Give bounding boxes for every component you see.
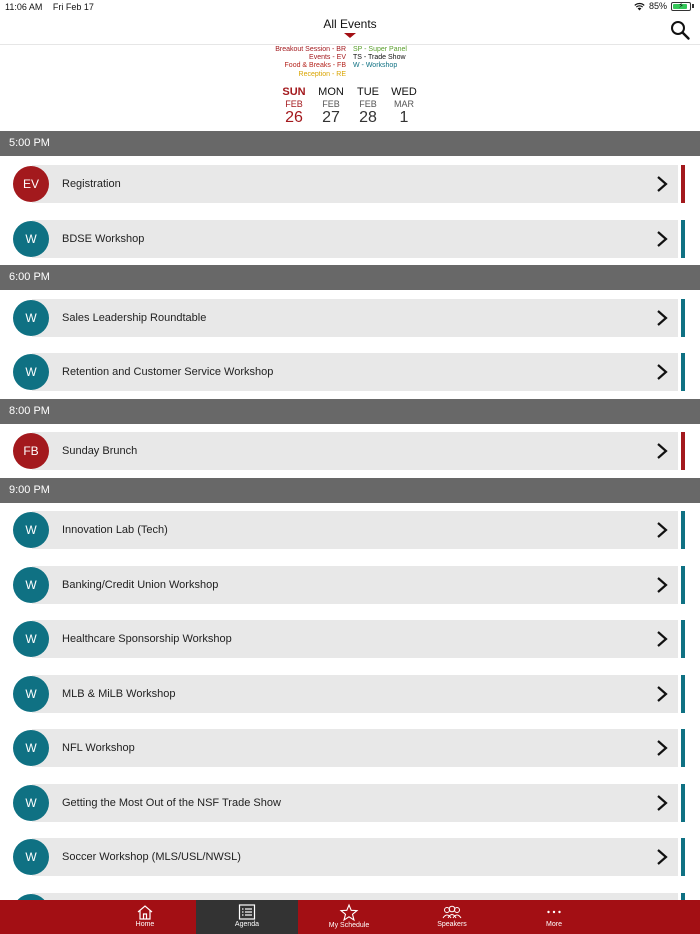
event-type-badge: W xyxy=(13,512,49,548)
legend-item-super-panel: SP - Super Panel xyxy=(353,46,407,53)
event-row[interactable] xyxy=(0,165,700,203)
tab-label: My Schedule xyxy=(328,922,370,929)
tab-label: Agenda xyxy=(234,921,260,928)
event-row[interactable] xyxy=(0,784,700,822)
legend-item-breakout: Breakout Session - BR xyxy=(275,46,346,53)
event-type-badge: W xyxy=(13,839,49,875)
event-row[interactable] xyxy=(0,675,700,713)
date-tab-wed[interactable] xyxy=(386,86,422,127)
event-type-stripe xyxy=(681,784,685,822)
status-date: Fri Feb 17 xyxy=(52,2,94,12)
event-name: Innovation Lab (Tech) xyxy=(62,524,168,536)
date-tab-tue[interactable] xyxy=(350,86,386,127)
page-title: All Events xyxy=(323,17,377,31)
event-name: Sunday Brunch xyxy=(62,445,138,457)
tab-home[interactable] xyxy=(94,900,196,934)
star-icon xyxy=(340,904,358,921)
chevron-right-icon xyxy=(655,364,669,380)
chevron-right-icon xyxy=(655,231,669,247)
event-type-stripe xyxy=(681,299,685,337)
legend-item-workshop: W - Workshop xyxy=(353,62,398,70)
event-row[interactable] xyxy=(0,511,700,549)
chevron-right-icon xyxy=(655,849,669,865)
event-row[interactable] xyxy=(0,220,700,258)
event-type-stripe xyxy=(681,165,685,203)
event-name: BDSE Workshop xyxy=(62,233,145,245)
schedule-list[interactable] xyxy=(0,131,700,899)
event-type-badge: W xyxy=(13,354,49,390)
event-type-stripe xyxy=(681,511,685,549)
time-header: 9:00 PM xyxy=(0,478,700,503)
event-type-stripe xyxy=(681,729,685,767)
event-name: Retention and Customer Service Workshop xyxy=(62,366,274,378)
event-type-stripe xyxy=(681,838,685,876)
date-day: 28 xyxy=(359,109,377,126)
event-row[interactable] xyxy=(0,566,700,604)
chevron-down-icon xyxy=(344,33,356,38)
search-button[interactable] xyxy=(670,20,690,40)
bottom-tab-bar xyxy=(0,900,700,934)
tab-speakers[interactable] xyxy=(401,900,503,934)
event-type-stripe xyxy=(681,675,685,713)
time-header: 6:00 PM xyxy=(0,265,700,290)
event-type-badge: EV xyxy=(13,166,49,202)
legend-item-trade-show: TS - Trade Show xyxy=(353,54,406,62)
date-selector xyxy=(276,86,426,126)
chevron-right-icon xyxy=(655,310,669,326)
status-bar xyxy=(0,0,700,14)
date-month: MAR xyxy=(394,99,414,109)
chevron-right-icon xyxy=(655,176,669,192)
time-header: 8:00 PM xyxy=(0,399,700,424)
tab-label: More xyxy=(546,921,562,928)
speakers-icon xyxy=(442,904,462,920)
chevron-right-icon xyxy=(655,795,669,811)
event-name: Getting the Most Out of the NSF Trade Show xyxy=(62,797,281,809)
date-tab-sun[interactable] xyxy=(276,86,312,127)
tab-more[interactable] xyxy=(503,900,605,934)
legend-item-food: Food & Breaks - FB xyxy=(284,62,346,70)
event-type-stripe xyxy=(681,432,685,470)
event-name: Sales Leadership Roundtable xyxy=(62,312,207,324)
date-dow: WED xyxy=(391,86,417,98)
event-name: NFL Workshop xyxy=(62,742,135,754)
event-type-badge: FB xyxy=(13,433,49,469)
search-icon xyxy=(670,20,690,40)
event-type-badge: W xyxy=(13,567,49,603)
event-type-stripe xyxy=(681,620,685,658)
chevron-right-icon xyxy=(655,631,669,647)
event-type-badge: W xyxy=(13,300,49,336)
date-day: 27 xyxy=(322,109,340,126)
event-name: Registration xyxy=(62,178,121,190)
chevron-right-icon xyxy=(655,443,669,459)
event-type-badge: W xyxy=(13,676,49,712)
event-name: Healthcare Sponsorship Workshop xyxy=(62,633,232,645)
date-dow: MON xyxy=(318,86,344,98)
event-filter-dropdown[interactable] xyxy=(290,14,410,42)
legend-item-events: Events - EV xyxy=(309,54,346,62)
tab-label: Home xyxy=(135,921,155,928)
event-name: Banking/Credit Union Workshop xyxy=(62,579,219,591)
event-row[interactable] xyxy=(0,353,700,391)
chevron-right-icon xyxy=(655,522,669,538)
event-row[interactable] xyxy=(0,299,700,337)
chevron-right-icon xyxy=(655,686,669,702)
event-name: MLB & MiLB Workshop xyxy=(62,688,176,700)
event-row[interactable] xyxy=(0,729,700,767)
date-month: FEB xyxy=(322,99,340,109)
tab-agenda[interactable] xyxy=(196,900,298,934)
event-type-badge: W xyxy=(13,785,49,821)
date-dow: TUE xyxy=(357,86,379,98)
event-type-stripe xyxy=(681,220,685,258)
event-row[interactable] xyxy=(0,432,700,470)
status-time: 11:06 AM xyxy=(5,2,43,12)
event-type-stripe xyxy=(681,566,685,604)
title-bar xyxy=(0,14,700,45)
home-icon xyxy=(136,904,154,920)
more-icon xyxy=(545,904,563,920)
event-type-badge: W xyxy=(13,621,49,657)
event-name: Soccer Workshop (MLS/USL/NWSL) xyxy=(62,851,241,863)
date-day: 1 xyxy=(399,109,409,126)
time-header: 5:00 PM xyxy=(0,131,700,156)
event-row[interactable] xyxy=(0,620,700,658)
date-month: FEB xyxy=(359,99,377,109)
tab-my-schedule[interactable] xyxy=(298,900,400,934)
legend-item-reception: Reception - RE xyxy=(298,70,346,78)
event-row[interactable] xyxy=(0,838,700,876)
battery-percent: 85% xyxy=(648,1,667,11)
event-type-badge: W xyxy=(13,221,49,257)
event-type-badge: W xyxy=(13,730,49,766)
date-day: 26 xyxy=(285,109,303,126)
agenda-icon xyxy=(238,904,256,920)
event-type-stripe xyxy=(681,353,685,391)
wifi-icon xyxy=(634,2,645,11)
date-month: FEB xyxy=(285,99,303,109)
tab-label: Speakers xyxy=(437,921,467,928)
date-tab-mon[interactable] xyxy=(313,86,349,127)
date-dow: SUN xyxy=(282,86,306,98)
chevron-right-icon xyxy=(655,577,669,593)
chevron-right-icon xyxy=(655,740,669,756)
battery-icon: ⚡ xyxy=(671,2,691,11)
